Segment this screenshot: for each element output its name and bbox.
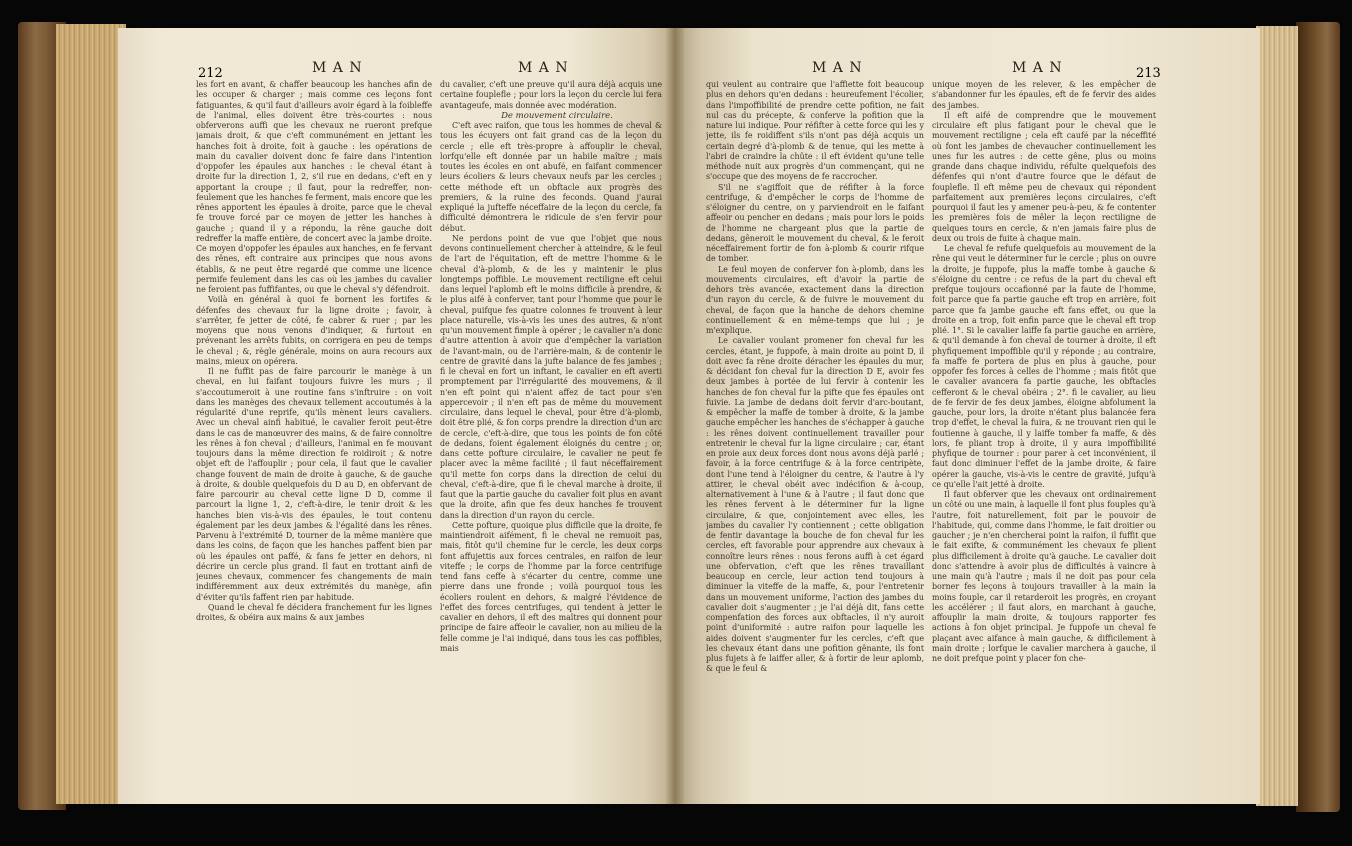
right-page-column-1 [706,80,924,780]
right-cover-binding [1296,22,1340,812]
paragraph: Il eft aifé de comprendre que le mouvement circulaire eft plus fatigant pour le cheval que le mouvement rectiligne ; cela eft caufé par la néceffité où font les jambes de chevaucher continuellement les unes fur les autres : de cette gêne, plus ou moins grande dans chaque individu, réfulte quelquefois des défenfes qui n'ont d'autre fource que le défaut de fouplefle. Il eft même peu de chevaux qui répondent parfaitement aux premières leçons circulaires, c'eft pourquoi il faut les y amener peu-à-peu, & fe contenter les premières fois de mêler la leçon rectiligne de quelques tours en cercle, & n'en jamais faire plus de deux ou trois de fuite à chaque main. [932,110,1156,243]
left-running-head-1: M A N [312,60,363,76]
paragraph: Le cheval fe refufe quelquefois au mouvement de la rêne qui veut le déterminer fur le cercle ; plus on ouvre la droite, je fuppofe, plus la maffe tombe à gauche & s'éloigne du centre : ce refus de la part du cheval eft prefque toujours occafionné par la faute de l'homme, foit parce que fa partie gauche eft trop en arrière, foit parce que fa jambe gauche eft fans effet, ou que la droite en a trop, foit enfin parce que le cheval eft trop plié. 1°. Si le cavalier laiffe fa partie gauche en arrière, & qu'il demande à fon cheval de tourner à droite, il eft phyfiquement impoffible qu'il y réponde ; au contraire, fa maffe fe portera de plus en plus à gauche, pour oppofer fes forces à celles de l'homme ; mais fitôt que le cavalier avancera fa partie gauche, les obftacles cefferont & le cheval obéira ; 2°. fi le cavalier, au lieu de fe fervir de fes deux jambes, éloigne abfolument la gauche, pour lors, la droite n'étant plus balancée fera trop d'effet, le cheval la fuira, & ne trouvant rien qui le foutienne à gauche, il y laiffe tomber fa maffe, & dès lors, fe pliant trop à droite, il y aura impoffibilité phyfique de tourner : pour parer à cet inconvénient, il faut donc diminuer l'effet de la jambe droite, & faire opérer la gauche, vis-à-vis le centre de gravité, jufqu'à ce qu'elle l'ait jetté à droite. [932,244,1156,489]
section-title: De mouvement circulaire. [501,110,613,121]
paragraph: Cette pofture, quoique plus difficile que la droite, fe maintiendroit aifément, fi le cheval ne remuoit pas, mais, fitôt qu'il chemine fur le cercle, les deux corps font affujettis aux forces centrales, en raifon de leur viteffe ; le corps de l'homme par la force centrifuge tend fans ceffe à s'écarter du centre, comme une pierre dans une fronde ; voilà pourquoi tous les écoliers roulent en dehors, & malgré l'évidence de l'effet des forces centrifuges, qui tendent à jetter le cavalier en dehors, il eft des maîtres qui donnent pour principe de faire affeoir le cavalier, non au milieu de la felle comme je l'ai indiqué, dans tous les cas poffibles, mais [440,520,662,653]
left-page-edges [56,24,126,804]
paragraph: Le cavalier voulant promener fon cheval fur les cercles, étant, je fuppofe, à main droite au point D, il doit avec fa rêne droite déracher les épaules du mur, & décidant fon cheval fur la direction D E, avoir fes deux jambes à portée de lui fervir à contenir les hanches de fon cheval fur la pifte que fes épaules ont fuivie. La jambe de dedans doit fervir d'arc-boutant, & empêcher la maffe de tomber à droite, & la jambe gauche empêcher les hanches de s'échapper à gauche : les rênes doivent continuellement travailler pour entretenir le cheval fur la ligne circulaire ; car, étant en proie aux deux forces dont nous avons déjà parlé ; favoir, à la force centrifuge & à la force centripète, dont l'une tend à l'éloigner du centre, & l'autre à l'y attirer, le cheval obéit avec indécifion & à-coup, alternativement à l'une & à l'autre ; il faut donc que les rênes fervent à le déterminer fur la ligne circulaire, & que, conjointement avec elles, les jambes du cavalier l'y contiennent ; cette obligation de fentir davantage la bouche de fon cheval fur les cercles, eft favorable pour apprendre aux chevaux à connoître leurs rênes : nous ferons auffi à cet égard une obfervation, c'eft que les rênes travaillant beaucoup en cercle, leur action tend toujours à diminuer la viteffe de la maffe, &, pour l'entretenir dans un mouvement uniforme, l'action des jambes du cavalier doit s'augmenter ; je l'ai déjà dit, fans cette compenfation des forces aux obftacles, il n'y auroit point d'uniformité : autre raifon pour laquelle les aides doivent s'augmenter fur les cercles, c'eft que les chevaux étant dans une pofition gênante, ils font plus fujets à fe laiffer aller, & à fortir de leur aplomb, & que le feul & [706,336,924,674]
left-page-column-1 [196,80,432,780]
paragraph: Quand le cheval fe décidera franchement fur les lignes droites, & obéira aux mains & aux jambes [196,602,432,622]
paragraph: C'eft avec raifon, que tous les hommes de cheval & tous les écuyers ont fait grand cas de la leçon du cercle ; elle eft très-propre à affouplir le cheval, lorfqu'elle eft donnée par un habile maître ; mais toutes les écoles en ont abufé, en faifant commencer leurs écoliers & leurs chevaux neufs par les cercles ; cette méthode eft un obftacle aux progrès des premiers, & la ruine des feconds. Quand j'aurai expliqué la jufteffe néceffaire de la leçon du cercle, fa difficulté démontrera le ridicule de s'en fervir pour début. [440,121,662,233]
left-running-head-2: M A N [518,60,569,76]
right-page-edges [1256,26,1298,806]
paragraph: Le feul moyen de conferver fon à-plomb, dans les mouvements circulaires, eft d'avoir la partie de dehors très avancée, exactement dans la direction d'un rayon du cercle, & de fuivre le mouvement du cheval, de façon que la hanche de dehors chemine continuellement & en même-temps que lui ; je m'explique. [706,264,924,335]
left-page-number: 212 [198,66,223,81]
paragraph: Voilà en général à quoi fe bornent les fortifes & défenfes des chevaux fur la ligne droite ; favoir, à s'arrêter, fe jetter de côté, fe cabrer & ruer ; par les moyens que nous venons d'indiquer, & furtout en prévenant les arrêts fubits, on corrigera en peu de temps le cheval ; &, règle générale, moins on aura recours aux mains, mieux on opérera. [196,295,432,366]
paragraph: unique moyen de les relever, & les empêcher de s'abandonner fur les épaules, eft de fe fervir des aides des jambes. [932,80,1156,110]
paragraph: qui veulent au contraire que l'affiette foit beaucoup plus en dehors qu'en dedans : heureufement l'écolier, dans l'impoffibilité de prendre cette pofition, ne fait nul cas du précepte, & conferve la pofition que la nature lui indique. Pour réfifter à cette force qui les y jette, ils fe roidiffent s'ils n'ont pas déjà acquis un certain degré d'à-plomb & de tenue, qui les mette à l'abri de craindre la chûte : il eft évident qu'une telle méthode nuit aux progrès d'un commençant, qui ne s'occupe que des moyens de fe raccrocher. [706,80,924,182]
paragraph: du cavalier, c'eft une preuve qu'il aura déjà acquis une certaine fouplefle ; pour lors la leçon du cercle lui fera avantageufe, mais donnée avec modération. [440,80,662,110]
right-page-column-2 [932,80,1156,780]
paragraph: S'il ne s'agiffoit que de réfifter à la force centrifuge, & d'empêcher le corps de l'homme de s'éloigner du centre, on y parviendroit en le faifant affeoir ou pencher en dedans ; mais pour lors le poids de l'homme ne chargeant plus que la partie de dedans, gêneroit le mouvement du cheval, & le feroit néceffairement fortir de fon à-plomb & courir rifque de tomber. [706,182,924,264]
paragraph: Il faut obferver que les chevaux ont ordinairement un côté ou une main, à laquelle il font plus fouples qu'à l'autre, foit naturellement, foit par le pouvoir de l'habitude, qui, comme dans l'homme, le fait droitier ou gaucher ; je n'en chercherai point la raifon, il fuffit que le fait exifte, & communément les chevaux fe plient plus difficilement à droite qu'à gauche. Le cavalier doit donc s'attendre à avoir plus de difficultés à vaincre à une main qu'à l'autre ; mais il ne doit pas pour cela borner fes leçons à toujours travailler à la main la moins fouple, car il retarderoit les progrès, en croyant les accélérer ; il faut alors, en marchant à gauche, affouplir la main droite, & toujours rapporter fes actions à fon objet principal. Je fuppofe un cheval fe plaçant avec aifance à main gauche, & difficilement à main droite ; lorfque le cavalier marchera à gauche, il ne doit prefque point y placer fon che- [932,490,1156,663]
right-page-number: 213 [1136,66,1161,81]
paragraph: Ne perdons point de vue que l'objet que nous devons continuellement chercher à atteindre, & le feul de l'art de l'équitation, eft de mettre l'homme & le cheval d'à-plomb, & de les y maintenir le plus longtemps poffible. Le mouvement rectiligne eft celui dans lequel l'aplomb eft le moins difficile à prendre, & le plus aifé à conferver, tant pour l'homme que pour le cheval, puifque fes quatre colonnes fe trouvent à leur place naturelle, vis-à-vis les unes des autres, & n'ont qu'un mouvement fimple à opérer ; le cavalier n'a donc d'autre attention à avoir que d'empêcher la variation de l'avant-main, ou de l'arrière-main, & de contenir le centre de gravité dans la jufte balance de fes jambes ; fi le cheval en fort un inftant, le cavalier en eft averti promptement par l'irrégularité des mouvemens, & il n'en eft point qui n'aient affez de tact pour s'en appercevoir ; il n'en eft pas de même du mouvement circulaire, dans lequel le cheval, pour être d'à-plomb, doit être plié, & fon corps prendre la direction d'un arc de cercle, c'eft-à-dire, que tous les points de fon côté de dedans, foient également éloignés du centre ; or, dans cette pofture circulaire, le cavalier ne peut fe placer avec la même facilité ; il faut néceffairement qu'il mette fon corps dans la direction de celui du cheval, c'eft-à-dire, que fi le cheval marche à droite, il faut que la partie gauche du cavalier foit plus en avant que la droite, afin que fes deux hanches fe trouvent dans la direction d'un rayon du cercle. [440,233,662,520]
right-running-head-2: M A N [1012,60,1063,76]
left-page-column-2 [440,80,662,780]
paragraph: Il ne fuffit pas de faire parcourir le manège à un cheval, en lui faifant toujours fuivre les murs ; il s'accoutumeroit à une routine fans s'inftruire : on voit dans les manèges des chevaux tellement accoutumés à la régularité d'une reprife, qu'ils mènent leurs cavaliers. Avec un cheval ainfi habitué, le cavalier feroit peut-être dans le cas de manœuvrer des mains, & de faire connoître les rênes à fon cheval ; d'ailleurs, l'animal en fe mouvant toujours dans la même direction fe roidiroit ; & notre objet eft de l'affouplir ; pour cela, il faut que le cavalier change fouvent de main de droite à gauche, & de gauche à droite, & double quelquefois du D au D, en obfervant de faire parcourir au cheval cette ligne D D, comme il parcourt la ligne 1, 2, c'eft-à-dire, le tenir droit & les hanches bien vis-à-vis des épaules, le tout contenu également par les deux jambes & l'égalité dans les rênes. Parvenu à l'extrémité D, tourner de la même manière que dans les coins, de façon que les hanches paffent bien par où les épaules ont paffé, & fans fe jetter en dehors, ni décrire un cercle plus grand. Il faut en trottant ainfi de jeunes chevaux, commencer fes changements de main indifféremment aux deux extrémités du manège, afin d'éviter qu'ils faffent rien par habitude. [196,367,432,602]
right-running-head-1: M A N [812,60,863,76]
book-gutter [666,28,684,804]
paragraph: les fort en avant, & chaffer beaucoup les hanches afin de les occuper & charger ; mais comme ces leçons font fatiguantes, & qu'il faut d'ailleurs avoir égard à la foibleffe de l'animal, elles doivent être très-courtes : nous obferverons auffi que les chevaux ne rueront prefque jamais droit, & que c'eft communément en jettant les hanches foit à droite, foit à gauche : les opérations de main du cavalier doivent donc fe faire dans l'intention d'oppofer les épaules aux hanches : le cheval étant à droite fur la direction 1, 2, s'il rue en dedans, c'eft en y apportant la croupe ; il faut, pour la redreffer, non-feulement que les hanches fe ferment, mais encore que les rênes apportent les épaules à droite, parce que le cheval fe trouve forcé par ce moyen de jetter les hanches à gauche ; quand il y a répondu, la rêne gauche doit redreffer la maffe entière, de concert avec la jambe droite. Ce moyen d'oppofer les épaules aux hanches, en fe fervant des rênes, eft contraire aux principes que nous avons établis, & ne peut être regardé que comme une licence permife feulement dans les cas où les jambes du cavalier ne feroient pas fuffifantes, ou que le cheval s'y défendroit. [196,80,432,294]
